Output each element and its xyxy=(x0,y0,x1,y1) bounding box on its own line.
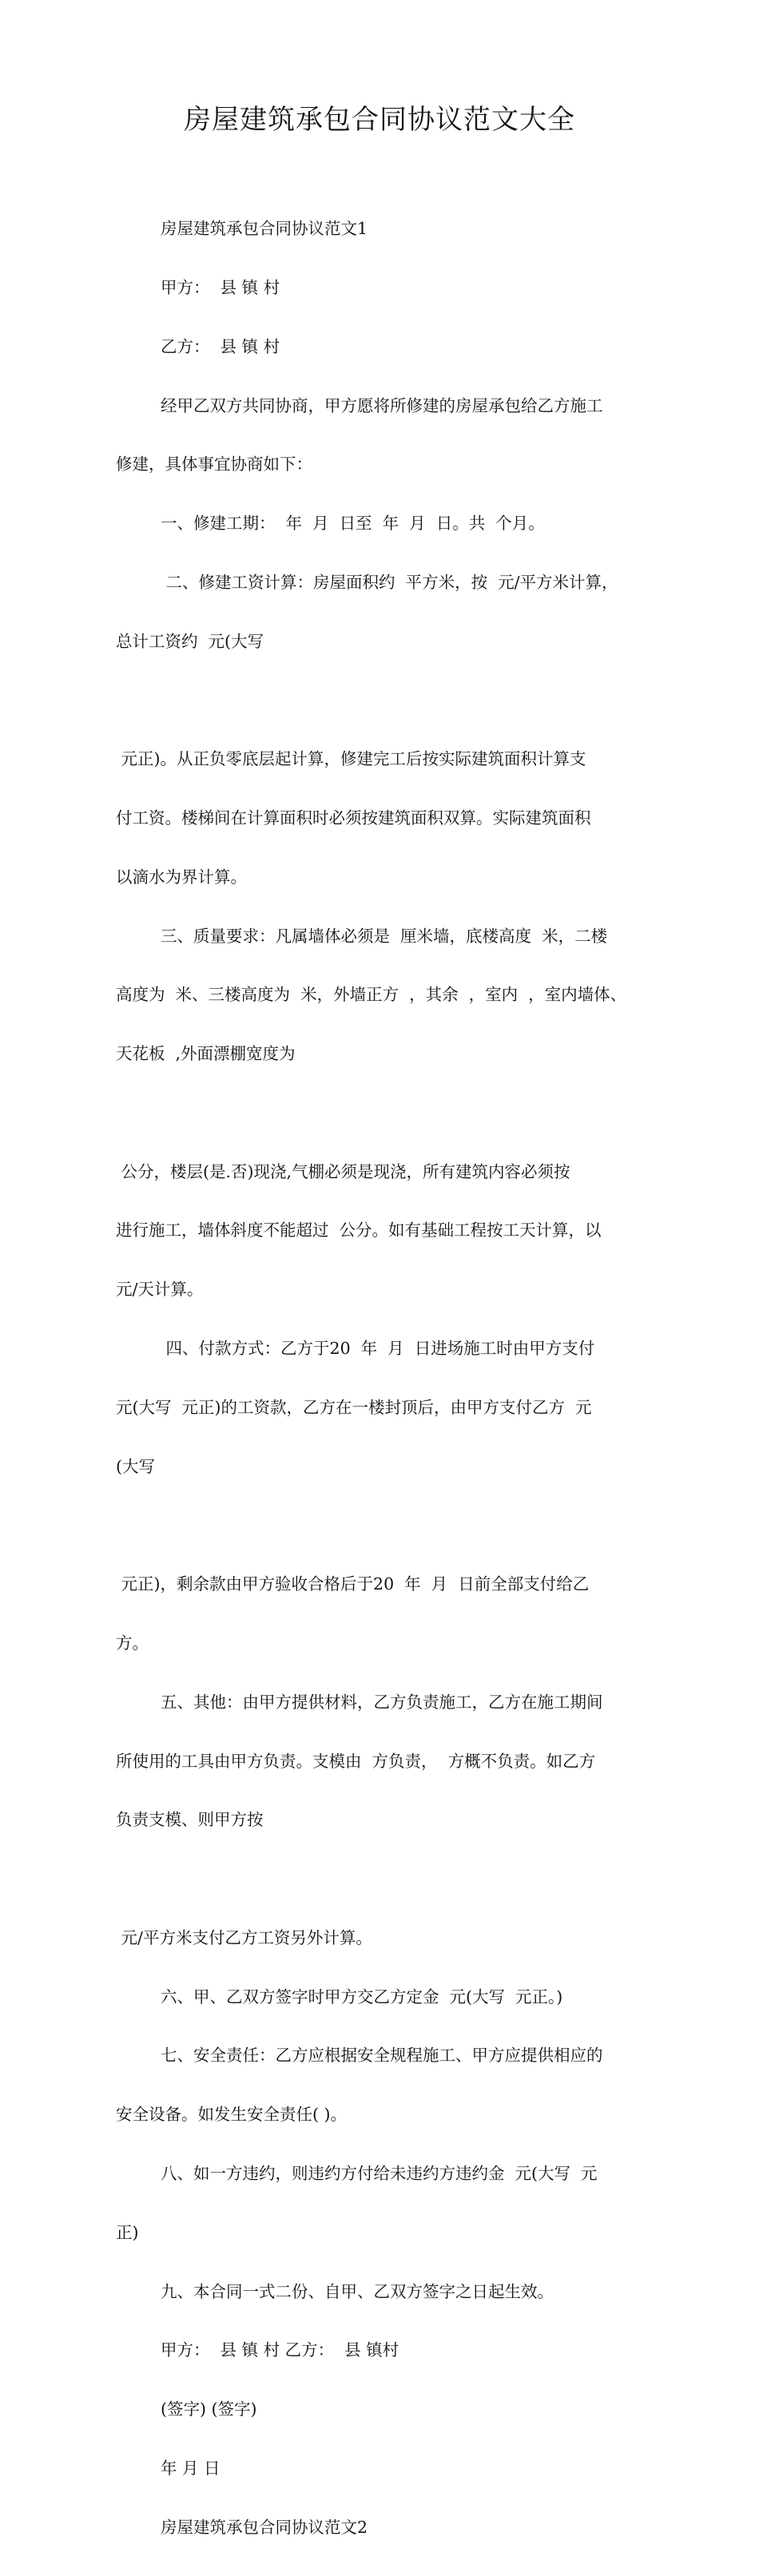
clause-4-line-1: 四、付款方式：乙方于20 年 月 日进场施工时由甲方支付 xyxy=(161,1339,595,1359)
clause-4-line-5: 方。 xyxy=(116,1633,149,1653)
blank-gap xyxy=(116,1103,650,1123)
clause-7-line-2: 安全设备。如发生安全责任( )。 xyxy=(116,2105,348,2125)
clause-3-line-6: 元/天计算。 xyxy=(116,1280,204,1300)
clause-4-line-3: (大写 xyxy=(116,1456,155,1476)
signature-label-line: (签字) (签字) xyxy=(161,2399,257,2419)
clause-4-line-4: 元正)，剩余款由甲方验收合格后于20 年 月 日前全部支付给乙 xyxy=(116,1574,590,1594)
clause-5-line-2: 所使用的工具由甲方负责。支模由 方负责， 方概不负责。如乙方 xyxy=(116,1751,596,1771)
clause-2-line-2: 总计工资约 元(大写 xyxy=(116,631,264,651)
clause-3-line-4: 公分，楼层(是.否)现浇,气棚必须是现浇，所有建筑内容必须按 xyxy=(116,1161,570,1181)
clause-8-line-2: 正) xyxy=(116,2222,139,2242)
clause-5-line-1: 五、其他：由甲方提供材料，乙方负责施工，乙方在施工期间 xyxy=(161,1692,603,1712)
clause-2-line-1: 二、修建工资计算：房屋面积约 平方米，按 元/平方米计算， xyxy=(161,572,618,592)
clause-1-line: 一、修建工期： 年 月 日至 年 月 日。共 个月。 xyxy=(161,514,545,534)
clause-2-line-4: 付工资。楼梯间在计算面积时必须按建筑面积双算。实际建筑面积 xyxy=(116,808,591,828)
party-a-line: 甲方： 县 镇 村 xyxy=(161,277,280,297)
clause-6-line: 六、甲、乙双方签字时甲方交乙方定金 元(大写 元正。) xyxy=(161,1987,563,2006)
intro-line-2: 修建，具体事宜协商如下： xyxy=(116,454,312,474)
section-heading-2: 房屋建筑承包合同协议范文2 xyxy=(161,2517,368,2537)
blank-gap xyxy=(116,1869,650,1889)
clause-9-line: 九、本合同一式二份、自甲、乙双方签字之日起生效。 xyxy=(161,2281,554,2301)
party-b-line: 乙方： 县 镇 村 xyxy=(161,336,280,356)
clause-3-line-5: 进行施工，墙体斜度不能超过 公分。如有基础工程按工天计算，以 xyxy=(116,1221,602,1240)
clause-4-line-2: 元(大写 元正)的工资款，乙方在一楼封顶后，由甲方支付乙方 元 xyxy=(116,1397,592,1417)
clause-3-line-2: 高度为 米、三楼高度为 米，外墙正方 ，其余 ，室内 ，室内墙体、 xyxy=(116,985,627,1005)
clause-2-line-3: 元正)。从正负零底层起计算，修建完工后按实际建筑面积计算支 xyxy=(116,749,586,769)
signature-parties-line: 甲方： 县 镇 村 乙方： 县 镇村 xyxy=(161,2340,399,2360)
clause-3-line-1: 三、质量要求：凡属墙体必须是 厘米墙，底楼高度 米，二楼 xyxy=(161,926,608,946)
document-title: 房屋建筑承包合同协议范文大全 xyxy=(184,104,575,136)
clause-5-line-4: 元/平方米支付乙方工资另外计算。 xyxy=(116,1927,372,1947)
blank-gap xyxy=(116,1515,650,1535)
clause-8-line-1: 八、如一方违约，则违约方付给未违约方违约金 元(大写 元 xyxy=(161,2163,598,2183)
clause-3-line-3: 天花板 ,外面漂棚宽度为 xyxy=(116,1044,296,1064)
blank-gap xyxy=(116,690,650,710)
date-line: 年 月 日 xyxy=(161,2458,221,2478)
clause-5-line-3: 负责支模、则甲方按 xyxy=(116,1810,264,1830)
document-body xyxy=(116,180,650,2576)
intro-line-1: 经甲乙双方共同协商，甲方愿将所修建的房屋承包给乙方施工 xyxy=(161,395,603,415)
clause-2-line-5: 以滴水为界计算。 xyxy=(116,867,247,887)
section-heading-1: 房屋建筑承包合同协议范文1 xyxy=(161,219,368,239)
clause-7-line-1: 七、安全责任：乙方应根据安全规程施工、甲方应提供相应的 xyxy=(161,2046,603,2066)
